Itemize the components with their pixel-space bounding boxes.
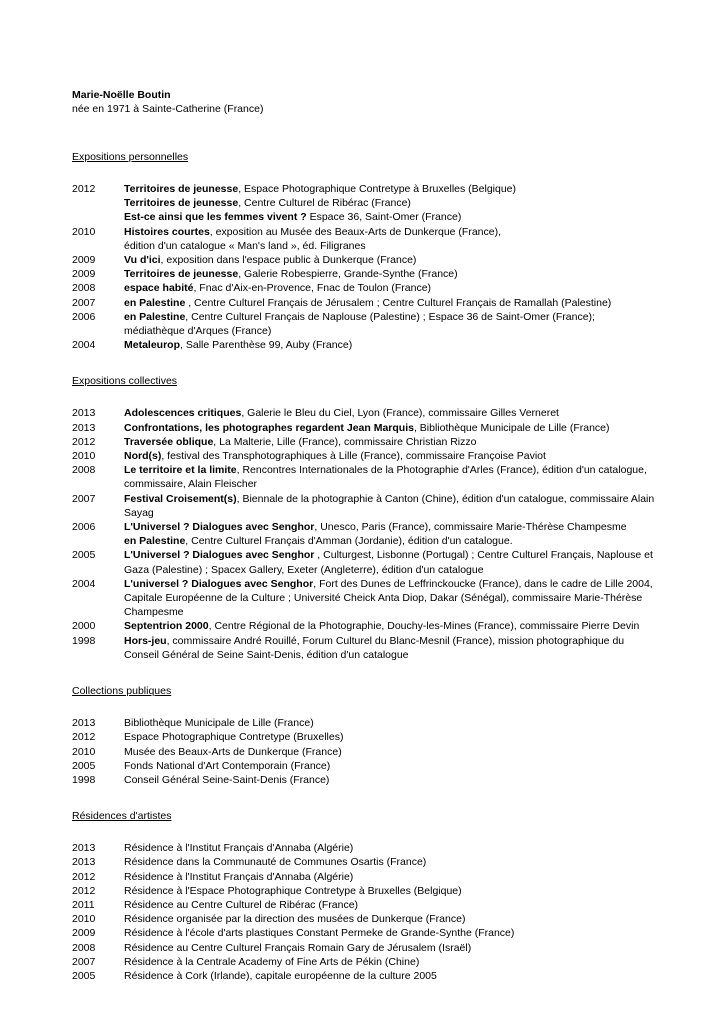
entry-title: Territoires de jeunesse [124,183,239,195]
entry-detail: Musée des Beaux-Arts de Dunkerque (France) [124,745,342,758]
entry-title: Metaleurop [124,339,181,352]
entry-row [72,534,655,548]
entry-continuation: commissaire, Alain Fleischer [124,478,258,491]
entry-detail: , Biennale de la photographie à Canton (Chine), édition d'un catalogue, commissaire Alain [236,492,655,505]
entry-continuation: Sayag [124,506,154,519]
entry-year: 2007 [72,492,96,505]
entry-row [72,898,655,912]
section-title: Expositions collectives [72,375,178,388]
entry-detail: Résidence à Cork (Irlande), capitale européenne de la culture 2005 [124,969,437,982]
entry-year: 2008 [72,464,96,477]
entry-detail: Résidence à l'Institut Français d'Annaba (Algérie) [124,842,354,855]
entry-title: L'universel ? Dialogues avec Senghor [124,577,314,590]
entry-row [72,619,655,633]
entry-row [72,926,655,940]
entry-description [124,969,655,983]
entry-year: 2007 [72,955,96,968]
entry-description [124,773,655,787]
entry-title: Hors-jeu [124,634,167,647]
entry-detail: , exposition au Musée des Beaux-Arts de Dunkerque (France), [209,225,502,238]
entry-title: L'Universel ? Dialogues avec Senghor [124,521,315,534]
entry-row [72,969,655,983]
entry-description [124,421,655,435]
entry-description [124,267,655,281]
entry-detail: , Fnac d'Aix-en-Provence, Fnac de Toulon (France) [193,282,432,295]
entry-description [124,435,655,449]
entry-title: en Palestine [124,296,186,309]
entry-detail: Résidence à la Centrale Academy of Fine Arts de Pékin (Chine) [124,955,420,968]
entry-detail: , Galerie Robespierre, Grande-Synthe (France) [238,268,458,281]
entry-row [72,841,655,855]
entry-description [124,577,655,591]
entry-continuation: Conseil Général de Seine Saint-Denis, édition d'un catalogue [124,648,409,661]
entry-detail: , Fort des Dunes de Leffrinckoucke (France), dans le cadre de Lille 2004, [313,577,653,590]
entry-row [72,210,655,224]
entry-description [124,870,655,884]
entry-description [124,310,655,324]
entry-detail: Fonds National d'Art Contemporain (France) [124,759,331,772]
entry-description [124,253,655,267]
entry-detail: Bibliothèque Municipale de Lille (France) [124,717,314,730]
entry-detail: , Centre Culturel de Ribérac (France) [238,197,411,210]
entry-continuation: médiathèque d'Arques (France) [124,325,272,338]
entry-title: Festival Croisement(s) [124,492,237,505]
entry-detail: , Centre Culturel Français de Naplouse (Palestine) ; Espace 36 de Saint-Omer (France); [185,310,595,323]
entry-description [124,463,655,477]
entry-detail: Espace Photographique Contretype (Bruxelles) [124,731,344,744]
entry-title: Nord(s) [124,450,162,463]
entry-continuation: édition d'un catalogue « Man's land », éd. Filigranes [124,239,366,252]
entry-row [72,634,655,648]
entry-list [72,406,655,662]
entry-title: Territoires de jeunesse [124,268,239,281]
entry-list [72,841,655,983]
entry-year: 2013 [72,856,96,869]
entry-row [72,406,655,420]
entry-title: Est-ce ainsi que les femmes vivent ? [124,211,307,224]
entry-description [124,210,655,224]
entry-detail: Conseil Général Seine-Saint-Denis (France) [124,773,330,786]
entry-year: 2012 [72,183,96,195]
entry-description [124,941,655,955]
entry-year: 2013 [72,842,96,855]
entry-detail: , Unesco, Paris (France), commissaire Marie-Thérèse Champesme [314,521,627,534]
artist-name: Marie-Noëlle Boutin [72,89,171,101]
entry-description [124,745,655,759]
entry-description [124,855,655,869]
entry-detail: , festival des Transphotographiques à Lille (France), commissaire Françoise Paviot [161,450,546,463]
entry-year: 2006 [72,310,96,323]
entry-description [124,926,655,940]
entry-detail: , Salle Parenthèse 99, Auby (France) [180,339,353,352]
entry-detail: Résidence organisée par la direction des musées de Dunkerque (France) [124,913,466,926]
entry-description [124,296,655,310]
entry-row [72,338,655,352]
entry-year: 2012 [72,870,96,883]
entry-detail: Résidence dans la Communauté de Communes Osartis (France) [124,856,427,869]
section-title: Collections publiques [72,685,172,698]
entry-description [124,730,655,744]
entry-year: 2013 [72,717,96,730]
cv-sections [72,150,655,983]
section-collections-publiques [72,684,655,787]
entry-title: en Palestine [124,535,186,548]
section-title: Résidences d'artistes [72,810,172,823]
entry-row [72,463,655,477]
entry-year: 2010 [72,450,96,463]
entry-description [124,634,655,648]
entry-continuation: Capitale Européenne de la Culture ; Université Cheick Anta Diop, Dakar (Sénégal), commissaire Marie-Thérèse [124,592,643,605]
entry-description [124,534,655,548]
entry-year: 2000 [72,620,96,633]
entry-year: 1998 [72,634,96,647]
entry-description [124,338,655,352]
entry-list [72,716,655,787]
entry-row [72,548,655,562]
entry-description [124,912,655,926]
entry-list [72,182,655,352]
entry-row [72,577,655,591]
entry-year: 2013 [72,407,96,420]
entry-year: 2007 [72,296,96,309]
entry-year: 2008 [72,941,96,954]
entry-year: 2009 [72,268,96,281]
entry-year: 2005 [72,549,96,562]
entry-row [72,855,655,869]
document-header [72,88,655,116]
section-expositions-collectives [72,374,655,662]
entry-row [72,492,655,506]
entry-continuation: Champesme [124,606,184,619]
entry-year: 2012 [72,884,96,897]
section-title: Expositions personnelles [72,151,189,163]
entry-year: 2013 [72,421,96,434]
entry-description [124,449,655,463]
entry-year: 2012 [72,731,96,744]
entry-description [124,492,655,506]
entry-row [72,955,655,969]
entry-detail: Résidence à l'Espace Photographique Contretype à Bruxelles (Belgique) [124,884,462,897]
entry-detail: Résidence à l'école d'arts plastiques Constant Permeke de Grande-Synthe (France) [124,927,515,940]
entry-detail: , commissaire André Rouillé, Forum Culturel du Blanc-Mesnil (France), mission photographique du [166,634,625,647]
entry-description [124,182,655,196]
entry-year: 2009 [72,927,96,940]
entry-detail: , exposition dans l'espace public à Dunkerque (France) [160,254,417,267]
entry-description [124,225,655,239]
entry-row [72,253,655,267]
entry-year: 2009 [72,254,96,267]
entry-row [72,310,655,324]
entry-row [72,267,655,281]
entry-row [72,716,655,730]
entry-description [124,406,655,420]
entry-year: 2010 [72,745,96,758]
entry-description [124,841,655,855]
entry-title: Traversée oblique [124,435,214,448]
entry-continuation: Gaza (Palestine) ; Spacex Gallery, Exeter (Angleterre), édition d'un catalogue [124,563,484,576]
entry-row [72,912,655,926]
entry-title: espace habité [124,282,194,295]
entry-row [72,745,655,759]
entry-row [72,870,655,884]
entry-detail: Résidence au Centre Culturel de Ribérac (France) [124,898,359,911]
entry-year: 2010 [72,913,96,926]
entry-year: 2012 [72,435,96,448]
entry-detail: , Centre Culturel Français de Jérusalem ; Centre Culturel Français de Ramallah (Palestine) [185,296,612,309]
entry-description [124,196,655,210]
entry-row [72,281,655,295]
entry-description [124,619,655,633]
entry-detail: Espace 36, Saint-Omer (France) [306,211,462,224]
entry-title: Adolescences critiques [124,407,242,420]
entry-row [72,759,655,773]
artist-birth-line: née en 1971 à Sainte-Catherine (France) [72,103,264,115]
entry-title: Confrontations, les photographes regardent Jean Marquis [124,421,414,434]
entry-row [72,196,655,210]
entry-description [124,548,655,562]
entry-row [72,449,655,463]
entry-description [124,281,655,295]
entry-row [72,435,655,449]
entry-detail: , Espace Photographique Contretype à Bruxelles (Belgique) [238,183,517,195]
entry-title: L'Universel ? Dialogues avec Senghor [124,549,315,562]
entry-title: Vu d'ici [124,254,161,267]
entry-description [124,898,655,912]
entry-description [124,520,655,534]
entry-row [72,730,655,744]
entry-title: Le territoire et la limite [124,464,237,477]
entry-detail: , Centre Régional de la Photographie, Douchy-les-Mines (France), commissaire Pierre Devin [208,620,640,633]
entry-year: 2005 [72,969,96,982]
entry-title: en Palestine [124,310,186,323]
entry-row [72,520,655,534]
entry-description [124,884,655,898]
entry-description [124,955,655,969]
entry-row [72,225,655,239]
entry-detail: Résidence au Centre Culturel Français Romain Gary de Jérusalem (Israël) [124,941,472,954]
entry-description [124,716,655,730]
entry-row [72,941,655,955]
section-residences-artistes [72,809,655,983]
entry-year: 2004 [72,339,96,352]
entry-detail: , La Malterie, Lille (France), commissaire Christian Rizzo [213,435,477,448]
entry-title: Histoires courtes [124,225,210,238]
entry-detail: Résidence à l'Institut Français d'Annaba (Algérie) [124,870,354,883]
entry-title: Septentrion 2000 [124,620,209,633]
entry-detail: , Culturgest, Lisbonne (Portugal) ; Centre Culturel Français, Naplouse et [314,549,653,562]
entry-row [72,773,655,787]
entry-description [124,759,655,773]
entry-row [72,296,655,310]
entry-row [72,421,655,435]
entry-year: 1998 [72,773,96,786]
entry-year: 2008 [72,282,96,295]
entry-year: 2004 [72,577,96,590]
entry-year: 2010 [72,225,96,238]
entry-year: 2011 [72,898,95,911]
entry-detail: , Bibliothèque Municipale de Lille (France) [413,421,610,434]
entry-year: 2006 [72,521,96,534]
entry-detail: , Centre Culturel Français d'Amman (Jordanie), édition d'un catalogue. [185,535,513,548]
section-expositions-personnelles [72,150,655,352]
entry-year: 2005 [72,759,96,772]
entry-detail: , Galerie le Bleu du Ciel, Lyon (France), commissaire Gilles Verneret [241,407,559,420]
entry-title: Territoires de jeunesse [124,197,239,210]
entry-detail: , Rencontres Internationales de la Photographie d'Arles (France), édition d'un catalogue, [236,464,647,477]
entry-row [72,182,655,196]
entry-row [72,884,655,898]
